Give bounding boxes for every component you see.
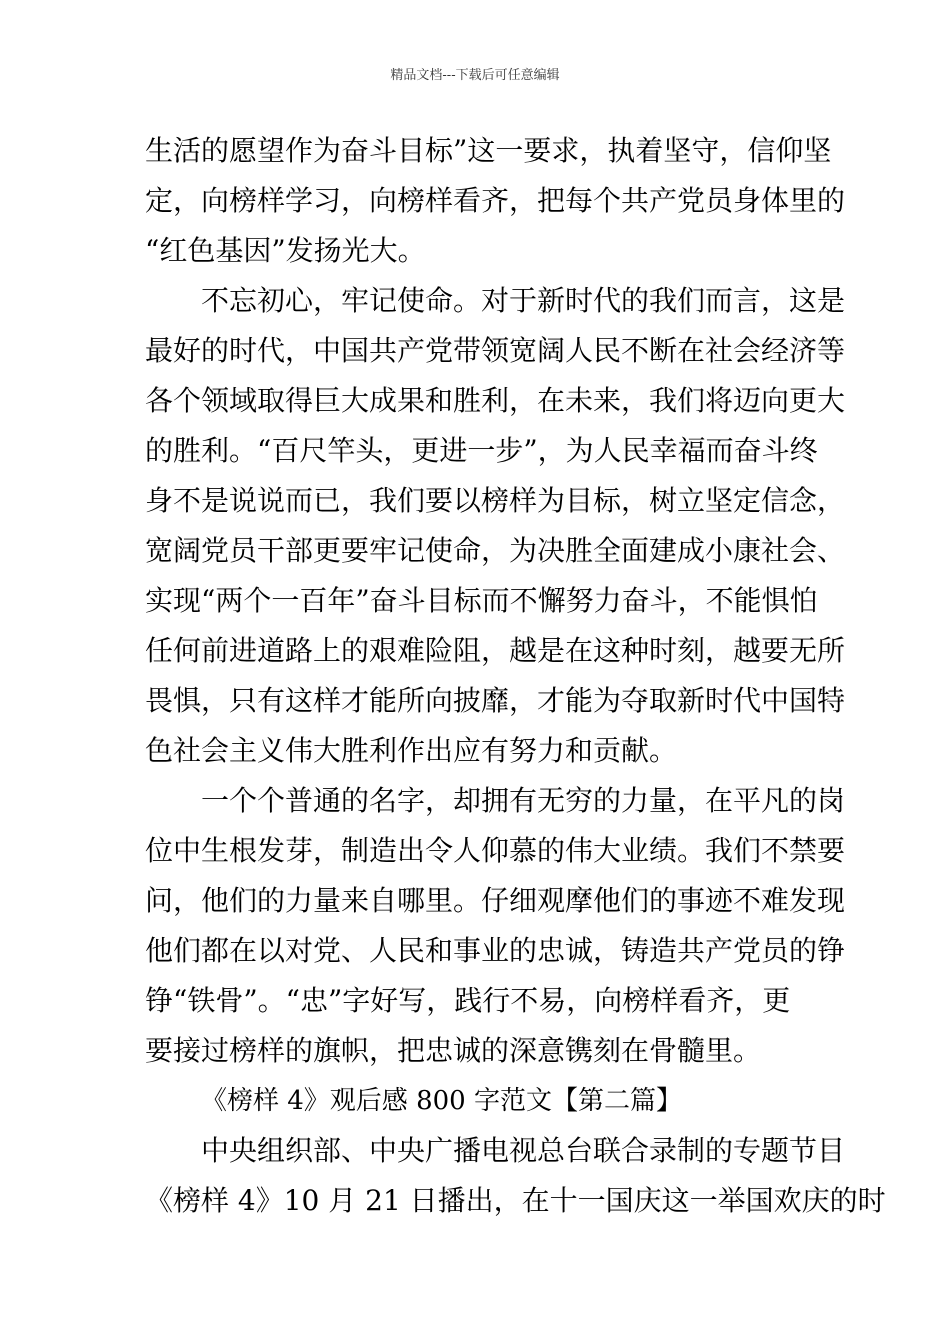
page-header: 精品文档---下载后可任意编辑 <box>390 68 560 83</box>
text-line: 身不是说说而已，我们要以榜样为目标，树立坚定信念， <box>145 484 846 517</box>
text-line: “红色基因”发扬光大。 <box>145 234 426 267</box>
text-line: 的胜利。“百尺竿头，更进一步”，为人民幸福而奋斗终 <box>145 434 818 467</box>
section-heading: 《榜样 4》观后感 800 字范文【第二篇】 <box>201 1086 682 1116</box>
text-line: 宽阔党员干部更要牢记使命，为决胜全面建成小康社会、 <box>145 534 846 567</box>
text-line: 畏惧，只有这样才能所向披靡，才能为夺取新时代中国特 <box>145 684 846 717</box>
text-line: 各个领域取得巨大成果和胜利，在未来，我们将迈向更大 <box>145 384 846 417</box>
text-line: 问，他们的力量来自哪里。仔细观摩他们的事迹不难发现 <box>145 884 846 917</box>
document-body <box>145 126 886 1226</box>
text-line: 不忘初心，牢记使命。对于新时代的我们而言，这是 <box>201 284 846 317</box>
text-line: 他们都在以对党、人民和事业的忠诚，铸造共产党员的铮 <box>145 934 846 967</box>
text-line: 《榜样 4》10 月 21 日播出，在十一国庆这一举国欢庆的时 <box>145 1184 886 1217</box>
text-line: 要接过榜样的旗帜，把忠诚的深意镌刻在骨髓里。 <box>145 1034 762 1067</box>
text-line: 位中生根发芽，制造出令人仰慕的伟大业绩。我们不禁要 <box>145 834 846 867</box>
text-line: 任何前进道路上的艰难险阻，越是在这种时刻，越要无所 <box>145 634 846 667</box>
text-line: 生活的愿望作为奋斗目标”这一要求，执着坚守，信仰坚 <box>145 134 832 167</box>
text-line: 中央组织部、中央广播电视总台联合录制的专题节目 <box>201 1134 846 1167</box>
text-line: 定，向榜样学习，向榜样看齐，把每个共产党员身体里的 <box>145 184 846 217</box>
text-line: 最好的时代，中国共产党带领宽阔人民不断在社会经济等 <box>145 334 846 367</box>
text-line: 一个个普通的名字，却拥有无穷的力量，在平凡的岗 <box>201 784 846 817</box>
text-line: 铮“铁骨”。“忠”字好写，践行不易，向榜样看齐，更 <box>145 984 791 1017</box>
text-line: 色社会主义伟大胜利作出应有努力和贡献。 <box>145 734 678 767</box>
text-line: 实现“两个一百年”奋斗目标而不懈努力奋斗，不能惧怕 <box>145 584 818 617</box>
